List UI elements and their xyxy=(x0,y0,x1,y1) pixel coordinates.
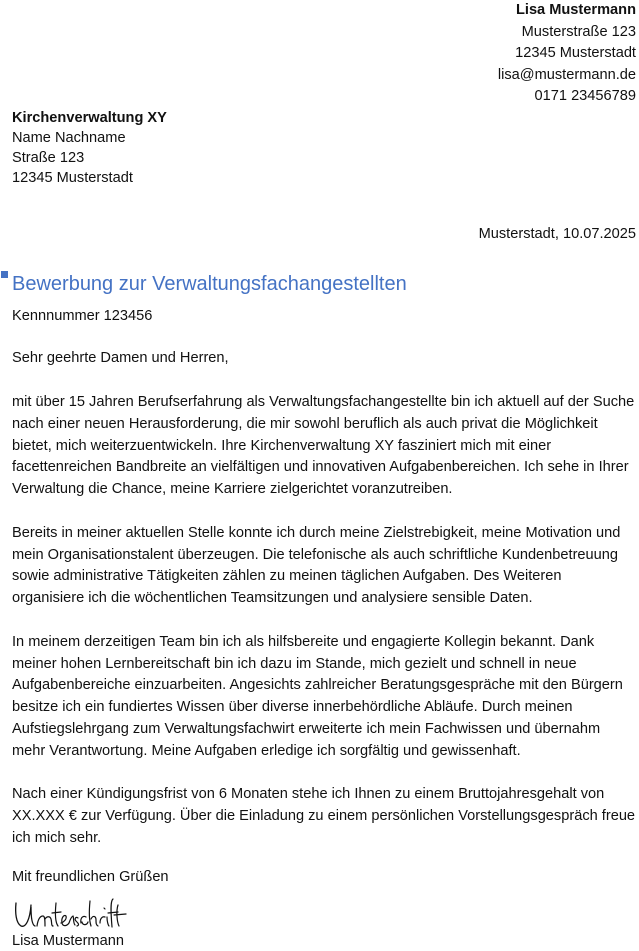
body-paragraph: Bereits in meiner aktuellen Stelle konnte ich durch meine Zielstrebigkeit, meine Motivation und mein Organisationstalent überzeugen. Die telefonische als auch schriftliche Kundenbetreuung sowie administrative Tätigkeiten zählen zu meinen täglichen Aufgaben. Des Weiteren organisiere ich die wöchentlichen Teamsitzungen und analysiere sensible Daten. xyxy=(12,524,621,607)
sender-phone: 0171 23456789 xyxy=(534,88,636,104)
subject-marker-icon xyxy=(1,271,8,278)
letter-date: Musterstadt, 10.07.2025 xyxy=(478,226,636,242)
sender-name: Lisa Mustermann xyxy=(515,2,636,18)
recipient-street: Straße 123 xyxy=(12,150,85,166)
recipient-block xyxy=(12,108,167,188)
signer-name: Lisa Mustermann xyxy=(12,933,124,949)
body-paragraph: mit über 15 Jahren Berufserfahrung als Verwaltungsfachangestellte bin ich aktuell auf der Suche nach einer neuen Herausforderung, die mir sowohl beruflich als auch privat die Möglichkeit bietet, mich weiterzuentwickeln. Ihre Kirchenverwaltung XY fasziniert mich mit einer facettenreichen Bandbreite an vielfältigen und innovativen Aufgabenbereichen. Ich sehe in Ihrer Verwaltung die Chance, meine Karriere zielgerichtet voranzutreiben. xyxy=(12,394,635,498)
letter-body xyxy=(12,392,637,850)
sender-city: 12345 Musterstadt xyxy=(515,45,636,61)
salutation: Sehr geehrte Damen und Herren, xyxy=(12,350,229,366)
letter-subject: Bewerbung zur Verwaltungsfachangestellten xyxy=(12,273,407,295)
recipient-organization: Kirchenverwaltung XY xyxy=(12,110,167,126)
body-paragraph: Nach einer Kündigungsfrist von 6 Monaten stehe ich Ihnen zu einem Bruttojahresgehalt von XX.XXX € zur Verfügung. Über die Einladung zu einem persönlichen Vorstellungsgespräch freue ich mich sehr. xyxy=(12,786,636,846)
sender-email: lisa@mustermann.de xyxy=(497,66,636,83)
reference-number: Kennnummer 123456 xyxy=(12,308,153,324)
closing-phrase: Mit freundlichen Grüßen xyxy=(12,869,169,885)
recipient-contact: Name Nachname xyxy=(12,130,126,146)
sender-street: Musterstraße 123 xyxy=(521,23,636,40)
body-paragraph: In meinem derzeitigen Team bin ich als hilfsbereite und engagierte Kollegin bekannt. Dank meiner hohen Lernbereitschaft bin ich dazu im Stande, mich gezielt und schnell in neue Aufgabenbereiche einzuarbeiten. Angesichts zahlreicher Beratungsgespräche mit den Bürgern besitze ich ein fundiertes Wissen über diverse innerbehördliche Abläufe. Durch meinen Aufstiegslehrgang zum Verwaltungsfachwirt erweiterte ich mein Fachwissen und übernahm mehr Verantwortung. Meine Aufgaben erledige ich sorgfältig und gewissenhaft. xyxy=(12,633,623,759)
sender-block xyxy=(498,0,636,108)
handwritten-signature xyxy=(12,895,130,935)
recipient-city: 12345 Musterstadt xyxy=(12,170,133,186)
